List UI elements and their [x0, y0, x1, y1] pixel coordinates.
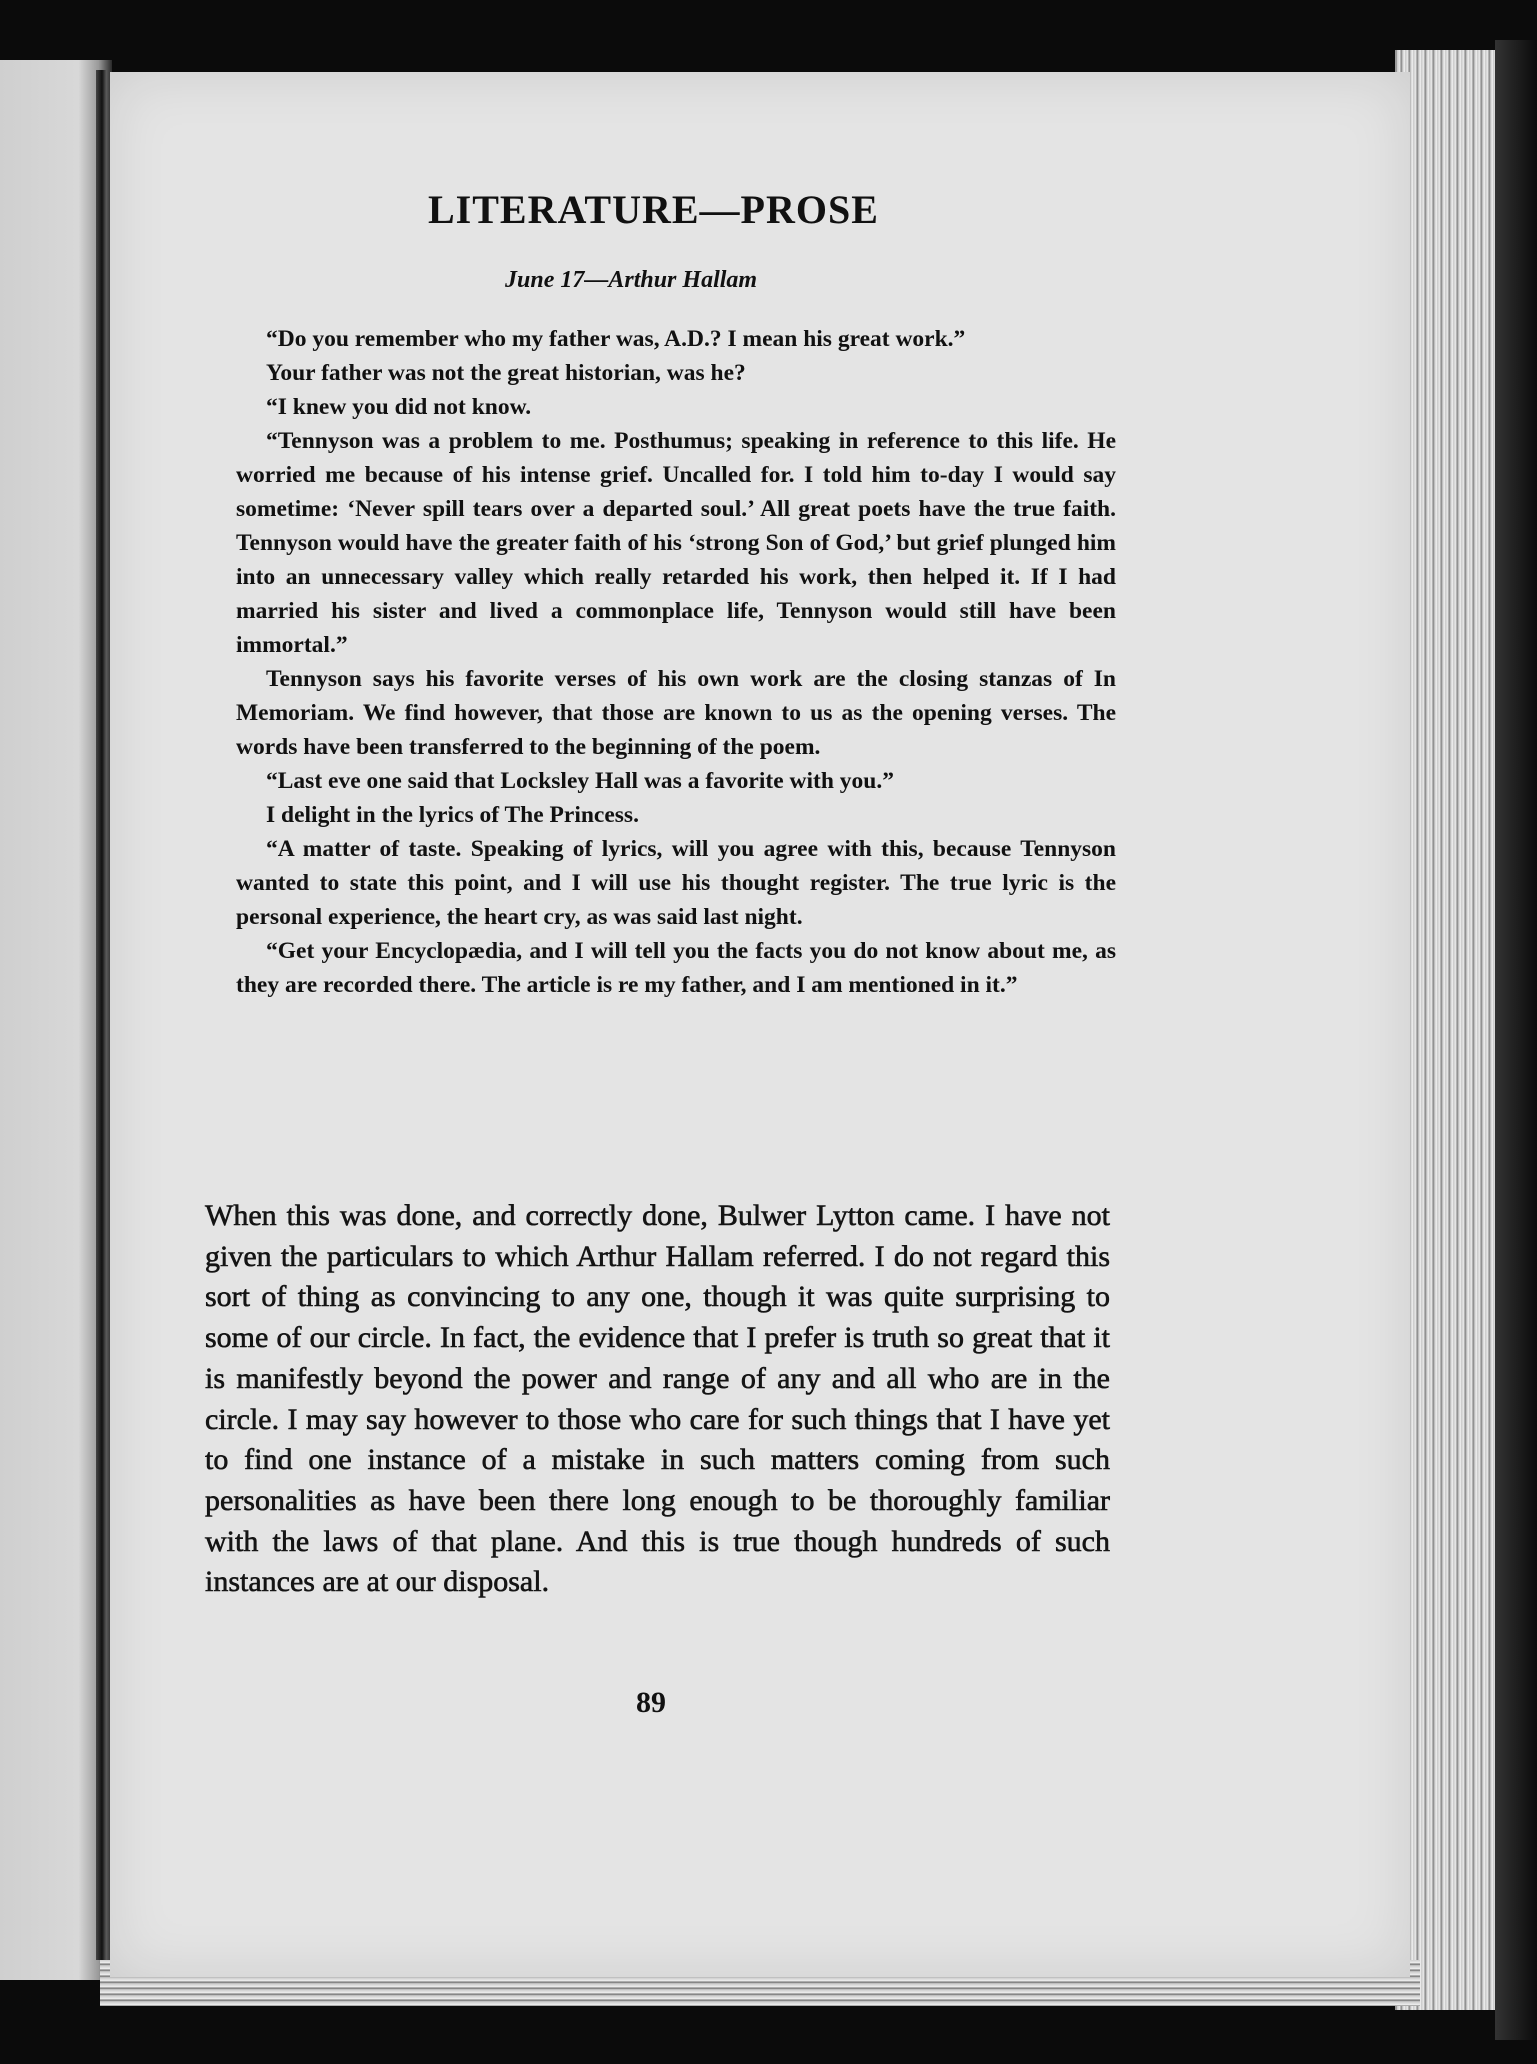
right-edge-shadow: [1495, 40, 1537, 2040]
dialogue-paragraph: I delight in the lyrics of The Princess.: [266, 802, 639, 828]
dialogue-block: [236, 322, 1116, 1002]
running-header: LITERATURE—PROSE: [428, 187, 879, 232]
dialogue-paragraph: “Do you remember who my father was, A.D.? I mean his great work.”: [266, 326, 966, 352]
dialogue-paragraph: Your father was not the great historian, was he?: [266, 360, 746, 386]
book-gutter: [96, 70, 106, 1960]
dialogue-paragraph: “I knew you did not know.: [266, 394, 532, 420]
dialogue-paragraph: “Get your Encyclopædia, and I will tell you the facts you do not know about me, as they are recorded there. The article is re my father, and I am mentioned in it.”: [236, 938, 1116, 998]
section-subheader: June 17—Arthur Hallam: [505, 267, 758, 293]
dialogue-paragraph: “A matter of taste. Speaking of lyrics, will you agree with this, because Tennyson wanted to state this point, and I will use his thought register. The true lyric is the personal experience, the heart cry, as was said last night.: [236, 836, 1116, 930]
page-number: 89: [636, 1686, 666, 1719]
dialogue-paragraph: “Last eve one said that Locksley Hall was a favorite with you.”: [266, 768, 894, 794]
narrative-paragraph: When this was done, and correctly done, Bulwer Lytton came. I have not given the particulars to which Arthur Hallam referred. I do not regard this sort of thing as convincing to any one, though it was quite surprising to some of our circle. In fact, the evidence that I prefer is truth so great that it is manifestly beyond the power and range of any and all who are in the circle. I may say however to those who care for such things that I have yet to find one instance of a mistake in such matters coming from such personalities as have been there long enough to be thoroughly familiar with the laws of that plane. And this is true though hundreds of such instances are at our disposal.: [205, 1199, 1110, 1599]
dialogue-paragraph: “Tennyson was a problem to me. Posthumus; speaking in reference to this life. He worried me because of his intense grief. Uncalled for. I told him to-day I would say sometime: ‘Never spill tears over a departed soul.’ All great poets have the true faith. Tennyson would have the greater faith of his ‘strong Son of God,’ but grief plunged him into an unnecessary valley which really retarded his work, then helped it. If I had married his sister and lived a commonplace life, Tennyson would still have been immortal.”: [236, 428, 1116, 658]
dialogue-paragraph: Tennyson says his favorite verses of his own work are the closing stanzas of In Memoriam. We find however, that those are known to us as the opening verses. The words have been transferred to the beginning of the poem.: [236, 666, 1116, 760]
right-page-edges: [1395, 50, 1507, 2010]
